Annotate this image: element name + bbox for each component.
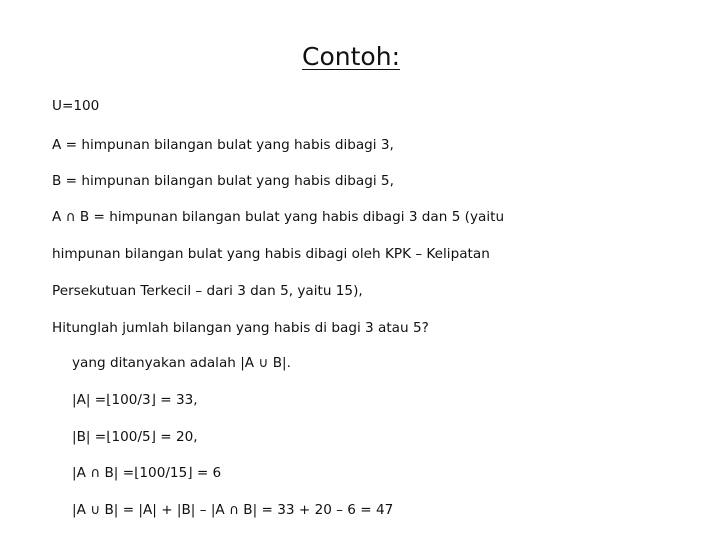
intersection-definition-line-1: A ∩ B = himpunan bilangan bulat yang habis dibagi 3 dan 5 (yaitu <box>52 209 505 225</box>
cardinality-intersection-line: |A ∩ B| =⌊100/15⌋ = 6 <box>72 465 222 481</box>
union-result-line: |A ∪ B| = |A| + |B| – |A ∩ B| = 33 + 20 – 6 = 47 <box>72 502 394 518</box>
intersection-definition-line-3: Persekutuan Terkecil – dari 3 dan 5, yaitu 15), <box>52 283 363 299</box>
cardinality-b-line: |B| =⌊100/5⌋ = 20, <box>72 429 198 445</box>
question-line: Hitunglah jumlah bilangan yang habis di bagi 3 atau 5? <box>52 320 429 336</box>
cardinality-a-line: |A| =⌊100/3⌋ = 33, <box>72 392 198 408</box>
asked-line: yang ditanyakan adalah |A ∪ B|. <box>72 355 291 371</box>
intersection-definition-line-2: himpunan bilangan bulat yang habis dibagi oleh KPK – Kelipatan <box>52 246 490 262</box>
page-title: Contoh: <box>302 42 400 71</box>
universe-line: U=100 <box>52 98 100 114</box>
set-a-definition: A = himpunan bilangan bulat yang habis dibagi 3, <box>52 137 394 153</box>
set-b-definition: B = himpunan bilangan bulat yang habis dibagi 5, <box>52 173 394 189</box>
